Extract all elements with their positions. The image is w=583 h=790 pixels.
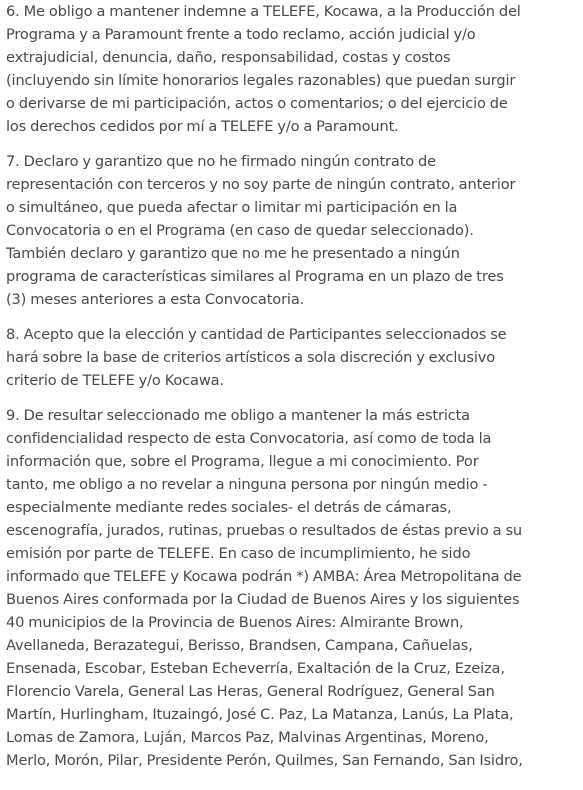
text-line: Martín, Hurlingham, Ituzaingó, José C. Paz, La Matanza, Lanús, La Plata, [6,706,514,723]
text-line: Buenos Aires conformada por la Ciudad de Buenos Aires y los siguientes [6,591,520,608]
text-line: o simultáneo, que pueda afectar o limitar mi participación en la [6,199,458,216]
text-line: emisión por parte de TELEFE. En caso de incumplimiento, he sido [6,545,471,562]
clause-8 [6,323,578,392]
text-line: tanto, me obligo a no revelar a ninguna persona por ningún medio - [6,476,488,493]
text-line: extrajudicial, denuncia, daño, responsabilidad, costas y costos [6,49,451,66]
text-line: programa de características similares al Programa en un plazo de tres [6,268,504,285]
text-line: (3) meses anteriores a esta Convocatoria. [6,291,305,308]
document-body [6,0,578,784]
text-line: Convocatoria o en el Programa (en caso de quedar seleccionado). [6,222,474,239]
text-line: Programa y a Paramount frente a todo reclamo, acción judicial y/o [6,26,476,43]
text-line: 8. Acepto que la elección y cantidad de Participantes seleccionados se [6,326,507,343]
text-line: Florencio Varela, General Las Heras, General Rodríguez, General San [6,683,495,700]
text-line: (incluyendo sin límite honorarios legales razonables) que puedan surgir [6,72,516,89]
text-line: 9. De resultar seleccionado me obligo a mantener la más estricta [6,407,470,424]
text-line: los derechos cedidos por mí a TELEFE y/o a Paramount. [6,118,399,135]
text-line: información que, sobre el Programa, llegue a mi conocimiento. Por [6,453,479,470]
text-line: 40 municipios de la Provincia de Buenos Aires: Almirante Brown, [6,614,464,631]
text-line: escenografía, jurados, rutinas, pruebas o resultados de éstas previo a su [6,522,523,539]
text-line: criterio de TELEFE y/o Kocawa. [6,372,224,389]
clause-6 [6,0,578,138]
text-line: 7. Declaro y garantizo que no he firmado ningún contrato de [6,153,436,170]
text-line: o derivarse de mi participación, actos o comentarios; o del ejercicio de [6,95,508,112]
text-line: hará sobre la base de criterios artísticos a sola discreción y exclusivo [6,349,495,366]
text-line: 6. Me obligo a mantener indemne a TELEFE, Kocawa, a la Producción del [6,3,521,20]
clause-7 [6,150,578,311]
text-line: representación con terceros y no soy parte de ningún contrato, anterior [6,176,516,193]
text-line: Lomas de Zamora, Luján, Marcos Paz, Malvinas Argentinas, Moreno, [6,729,489,746]
text-line: Ensenada, Escobar, Esteban Echeverría, Exaltación de la Cruz, Ezeiza, [6,660,505,677]
text-line: especialmente mediante redes sociales- el detrás de cámaras, [6,499,452,516]
text-line: informado que TELEFE y Kocawa podrán *) AMBA: Área Metropolitana de [6,568,522,585]
text-line: Avellaneda, Berazategui, Berisso, Brandsen, Campana, Cañuelas, [6,637,473,654]
text-line: Merlo, Morón, Pilar, Presidente Perón, Quilmes, San Fernando, San Isidro, [6,752,523,769]
text-line: También declaro y garantizo que no me he presentado a ningún [6,245,460,262]
text-line: confidencialidad respecto de esta Convocatoria, así como de toda la [6,430,492,447]
clause-9 [6,404,578,772]
